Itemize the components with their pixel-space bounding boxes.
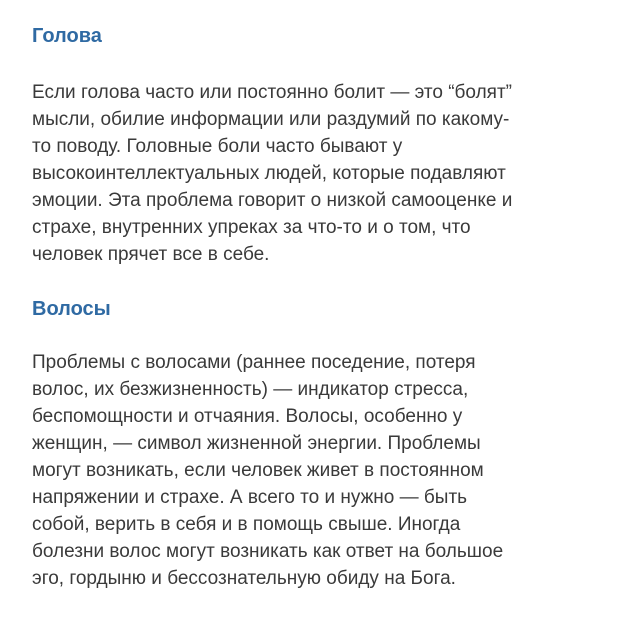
paragraph-line: Проблемы с волосами (раннее поседение, потеря (32, 352, 476, 373)
paragraph-line: эмоции. Эта проблема говорит о низкой самооценке и (32, 190, 513, 211)
paragraph-line: страхе, внутренних упреках за что-то и о том, что (32, 217, 471, 238)
paragraph-line: женщин, — символ жизненной энергии. Проблемы (32, 433, 481, 454)
paragraph-line: волос, их безжизненность) — индикатор стресса, (32, 379, 469, 400)
paragraph-line: высокоинтеллектуальных людей, которые подавляют (32, 163, 506, 184)
paragraph-line: Если голова часто или постоянно болит — это “болят” (32, 82, 512, 103)
paragraph-line: собой, верить в себя и в помощь свыше. Иногда (32, 514, 461, 535)
paragraph-line: беспомощности и отчаяния. Волосы, особенно у (32, 406, 463, 427)
section-paragraph-golova (32, 79, 512, 268)
paragraph-line: эго, гордыню и бессознательную обиду на Бога. (32, 568, 456, 589)
section-heading-golova: Голова (32, 25, 102, 47)
paragraph-line: болезни волос могут возникать как ответ на большое (32, 541, 504, 562)
paragraph-line: мысли, обилие информации или раздумий по какому- (32, 109, 510, 130)
paragraph-line: то поводу. Головные боли часто бывают у (32, 136, 403, 157)
section-paragraph-volosy (32, 349, 503, 592)
paragraph-line: могут возникать, если человек живет в постоянном (32, 460, 484, 481)
section-heading-volosy: Волосы (32, 298, 111, 320)
paragraph-line: человек прячет все в себе. (32, 244, 270, 265)
paragraph-line: напряжении и страхе. А всего то и нужно — быть (32, 487, 468, 508)
